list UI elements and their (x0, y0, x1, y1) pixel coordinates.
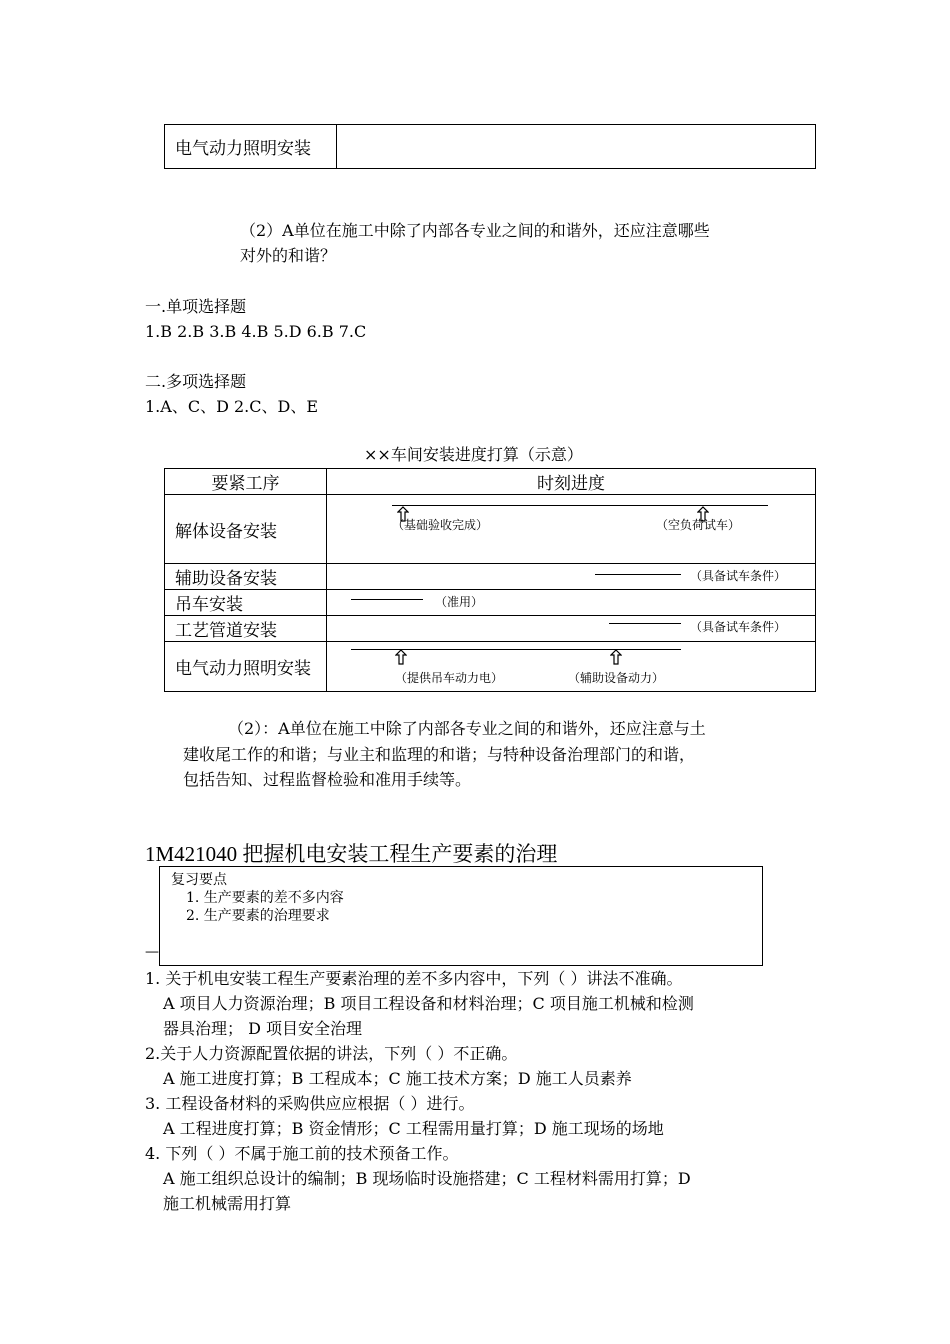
schedule-row-timeline (327, 590, 816, 616)
milestone-note: （基础验收完成） (392, 518, 489, 532)
schedule-col2-header: 时刻进度 (327, 469, 816, 495)
question-2-line-1: （2）A单位在施工中除了内部各专业之间的和谐外，还应注意哪些 (240, 221, 710, 240)
progress-bar (609, 623, 681, 624)
milestone-note: （具备试车条件） (690, 569, 787, 583)
answer-2-line-2: 建收尾工作的和谐；与业主和监理的和谐；与特种设备治理部门的和谐， (183, 745, 696, 764)
question-stem: 4. 下列（ ）不属于施工前的技术预备工作。 (145, 1144, 459, 1163)
question-option: 器具治理； D 项目安全治理 (163, 1019, 363, 1038)
question-stem: 1. 关于机电安装工程生产要素治理的差不多内容中，下列（ ）讲法不准确。 (145, 969, 683, 988)
milestone-note: （辅助设备动力） (568, 671, 665, 685)
schedule-col1-header: 要紧工序 (165, 469, 327, 495)
schedule-row-label: 电气动力照明安装 (165, 642, 327, 692)
progress-bar (595, 574, 681, 575)
single-choice-answers: 1.B 2.B 3.B 4.B 5.D 6.B 7.C (145, 322, 367, 341)
milestone-note: （准用） (435, 595, 484, 609)
schedule-title: ××车间安装进度打算（示意） (364, 445, 583, 464)
question-2-line-2: 对外的和谐？ (240, 246, 337, 265)
answer-2-line-1: （2）：A单位在施工中除了内部各专业之间的和谐外，还应注意与土 (228, 719, 706, 738)
milestone-note: （具备试车条件） (690, 620, 787, 634)
schedule-row-label: 工艺管道安装 (165, 616, 327, 642)
up-arrow-icon (395, 649, 407, 665)
top-table-label: 电气动力照明安装 (165, 125, 337, 169)
progress-bar (392, 505, 768, 506)
question-stem: 2.关于人力资源配置依据的讲法，下列（ ）不正确。 (145, 1044, 518, 1063)
multi-choice-title: 二.多项选择题 (145, 372, 247, 391)
question-option: A 工程进度打算；B 资金情形；C 工程需用量打算；D 施工现场的场地 (163, 1119, 664, 1138)
top-table-empty-cell (337, 125, 816, 169)
single-choice-title: 一.单项选择题 (145, 297, 247, 316)
question-option: A 项目人力资源治理；B 项目工程设备和材料治理；C 项目施工机械和检测 (163, 994, 694, 1013)
review-item: 2. 生产要素的治理要求 (186, 908, 330, 924)
question-option: A 施工进度打算；B 工程成本；C 施工技术方案；D 施工人员素养 (163, 1069, 632, 1088)
top-table (164, 124, 816, 169)
schedule-row-label: 解体设备安装 (165, 495, 327, 564)
schedule-row-label: 吊车安装 (165, 590, 327, 616)
milestone-note: （空负荷试车） (656, 518, 741, 532)
progress-bar (351, 599, 423, 600)
question-option: 施工机械需用打算 (163, 1194, 292, 1213)
question-option: A 施工组织总设计的编制；B 现场临时设施搭建；C 工程材料需用打算；D (163, 1169, 691, 1188)
review-item: 1. 生产要素的差不多内容 (186, 890, 344, 906)
review-title: 复习要点 (171, 872, 227, 888)
milestone-note: （提供吊车动力电） (395, 671, 504, 685)
schedule-row-label: 辅助设备安装 (165, 564, 327, 590)
question-stem: 3. 工程设备材料的采购供应应根据（ ）进行。 (145, 1094, 475, 1113)
stray-mark: — (145, 944, 159, 960)
section-heading: 1M421040 把握机电安装工程生产要素的治理 (145, 842, 558, 866)
answer-2-line-3: 包括告知、过程监督检验和准用手续等。 (183, 770, 472, 789)
multi-choice-answers: 1.A、C、D 2.C、D、E (145, 397, 318, 416)
up-arrow-icon (610, 649, 622, 665)
